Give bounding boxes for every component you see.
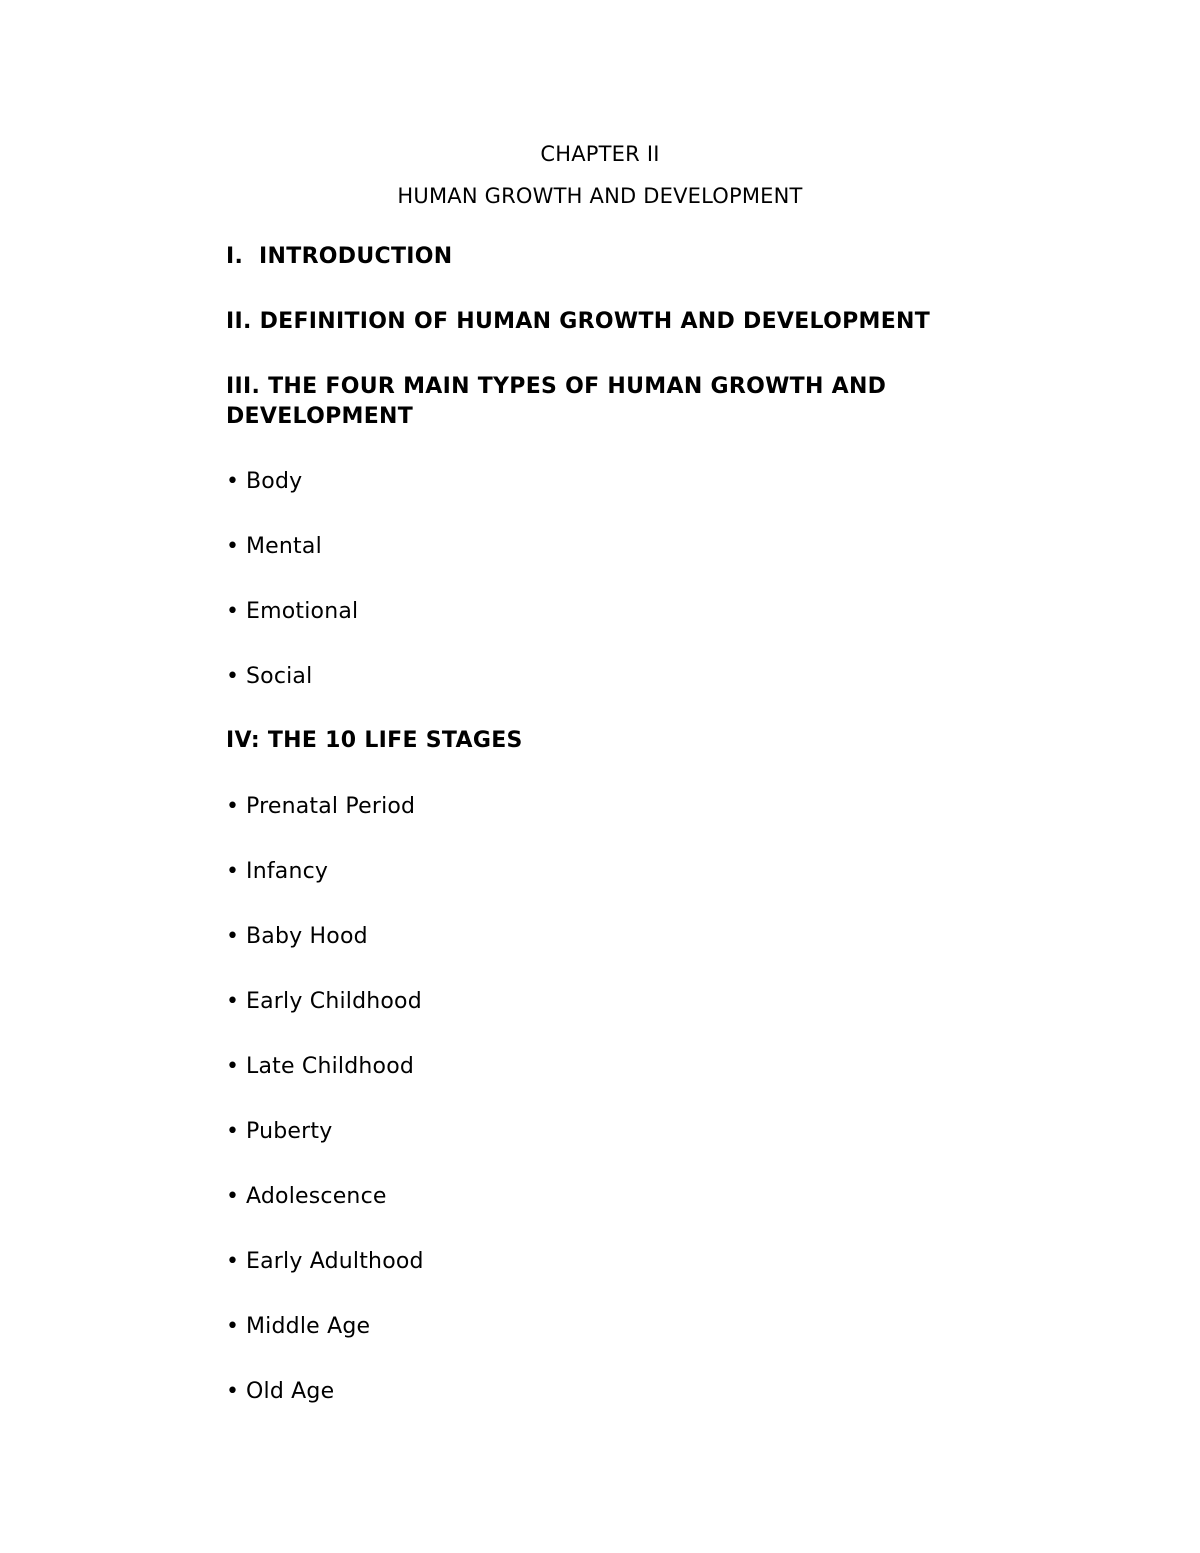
list-item: • Body xyxy=(226,469,303,494)
list-item: • Old Age xyxy=(226,1379,335,1404)
list-item: • Baby Hood xyxy=(226,924,368,949)
list-item: • Early Childhood xyxy=(226,989,422,1014)
list-item: • Adolescence xyxy=(226,1184,387,1209)
list-item: • Infancy xyxy=(226,859,329,884)
list-item: • Middle Age xyxy=(226,1314,371,1339)
list-item: • Late Childhood xyxy=(226,1054,415,1079)
bullet-icon: • xyxy=(226,469,240,494)
bullet-icon: • xyxy=(226,599,240,624)
list-item: • Emotional xyxy=(226,599,359,624)
bullet-icon: • xyxy=(226,1314,240,1339)
chapter-number: CHAPTER II xyxy=(540,142,660,166)
section-heading-life-stages: IV: THE 10 LIFE STAGES xyxy=(226,728,523,753)
list-item: • Puberty xyxy=(226,1119,333,1144)
bullet-icon: • xyxy=(226,1249,240,1274)
bullet-icon: • xyxy=(226,1379,240,1404)
list-item: • Social xyxy=(226,664,313,689)
bullet-icon: • xyxy=(226,1184,240,1209)
bullet-icon: • xyxy=(226,989,240,1014)
section-heading-four-types: III. THE FOUR MAIN TYPES OF HUMAN GROWTH AND DEVELOPMENT xyxy=(226,374,887,429)
bullet-icon: • xyxy=(226,794,240,819)
bullet-icon: • xyxy=(226,664,240,689)
bullet-icon: • xyxy=(226,534,240,559)
list-item: • Mental xyxy=(226,534,322,559)
bullet-icon: • xyxy=(226,859,240,884)
section-heading-introduction: I. INTRODUCTION xyxy=(226,244,453,269)
list-item: • Prenatal Period xyxy=(226,794,416,819)
bullet-icon: • xyxy=(226,1119,240,1144)
list-item: • Early Adulthood xyxy=(226,1249,424,1274)
bullet-icon: • xyxy=(226,924,240,949)
section-heading-definition: II. DEFINITION OF HUMAN GROWTH AND DEVELOPMENT xyxy=(226,309,931,334)
bullet-icon: • xyxy=(226,1054,240,1079)
chapter-title: HUMAN GROWTH AND DEVELOPMENT xyxy=(397,184,803,208)
